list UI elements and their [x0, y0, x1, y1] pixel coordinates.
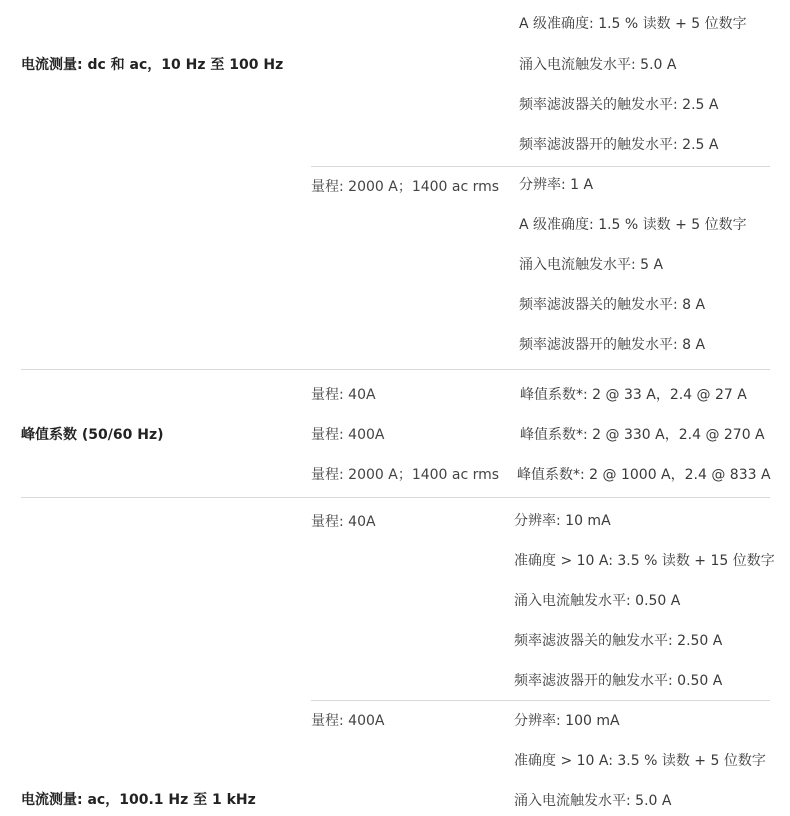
range-label: 量程: 2000 A；1400 ac rms	[311, 179, 500, 195]
spec-value: 峰值系数*: 2 @ 330 A，2.4 @ 270 A	[520, 427, 765, 443]
range-label: 量程: 2000 A；1400 ac rms	[311, 467, 500, 483]
spec-value: 准确度 > 10 A: 3.5 % 读数 + 15 位数字	[514, 553, 775, 569]
section-title-ac-current-high-freq: 电流测量: ac，100.1 Hz 至 1 kHz	[21, 792, 256, 808]
section-divider	[21, 369, 770, 370]
spec-value: 准确度 > 10 A: 3.5 % 读数 + 5 位数字	[514, 753, 766, 769]
spec-value: 涌入电流触发水平: 5.0 A	[519, 57, 677, 73]
range-divider	[311, 166, 770, 167]
section-divider	[21, 497, 770, 498]
spec-value: A 级准确度: 1.5 % 读数 + 5 位数字	[519, 16, 747, 32]
spec-value: 频率滤波器关的触发水平: 2.5 A	[519, 97, 719, 113]
section-title-dc-ac-current: 电流测量: dc 和 ac，10 Hz 至 100 Hz	[21, 57, 284, 73]
section-title-crest-factor: 峰值系数 (50/60 Hz)	[21, 427, 164, 443]
spec-value: 峰值系数*: 2 @ 1000 A，2.4 @ 833 A	[517, 467, 771, 483]
spec-value: 频率滤波器开的触发水平: 2.5 A	[519, 137, 719, 153]
spec-value: A 级准确度: 1.5 % 读数 + 5 位数字	[519, 217, 747, 233]
range-divider	[311, 700, 770, 701]
spec-value: 涌入电流触发水平: 5.0 A	[514, 793, 672, 809]
range-label: 量程: 400A	[311, 713, 385, 729]
range-label: 量程: 400A	[311, 427, 385, 443]
spec-value: 涌入电流触发水平: 5 A	[519, 257, 664, 273]
spec-value: 峰值系数*: 2 @ 33 A，2.4 @ 27 A	[520, 387, 747, 403]
spec-value: 分辨率: 10 mA	[514, 513, 611, 529]
spec-value: 分辨率: 100 mA	[514, 713, 620, 729]
spec-value: 频率滤波器关的触发水平: 8 A	[519, 297, 706, 313]
spec-value: 频率滤波器开的触发水平: 8 A	[519, 337, 706, 353]
spec-value: 涌入电流触发水平: 0.50 A	[514, 593, 681, 609]
spec-value: 分辨率: 1 A	[519, 177, 594, 193]
range-label: 量程: 40A	[311, 514, 376, 530]
spec-value: 频率滤波器关的触发水平: 2.50 A	[514, 633, 723, 649]
range-label: 量程: 40A	[311, 387, 376, 403]
spec-value: 频率滤波器开的触发水平: 0.50 A	[514, 673, 723, 689]
